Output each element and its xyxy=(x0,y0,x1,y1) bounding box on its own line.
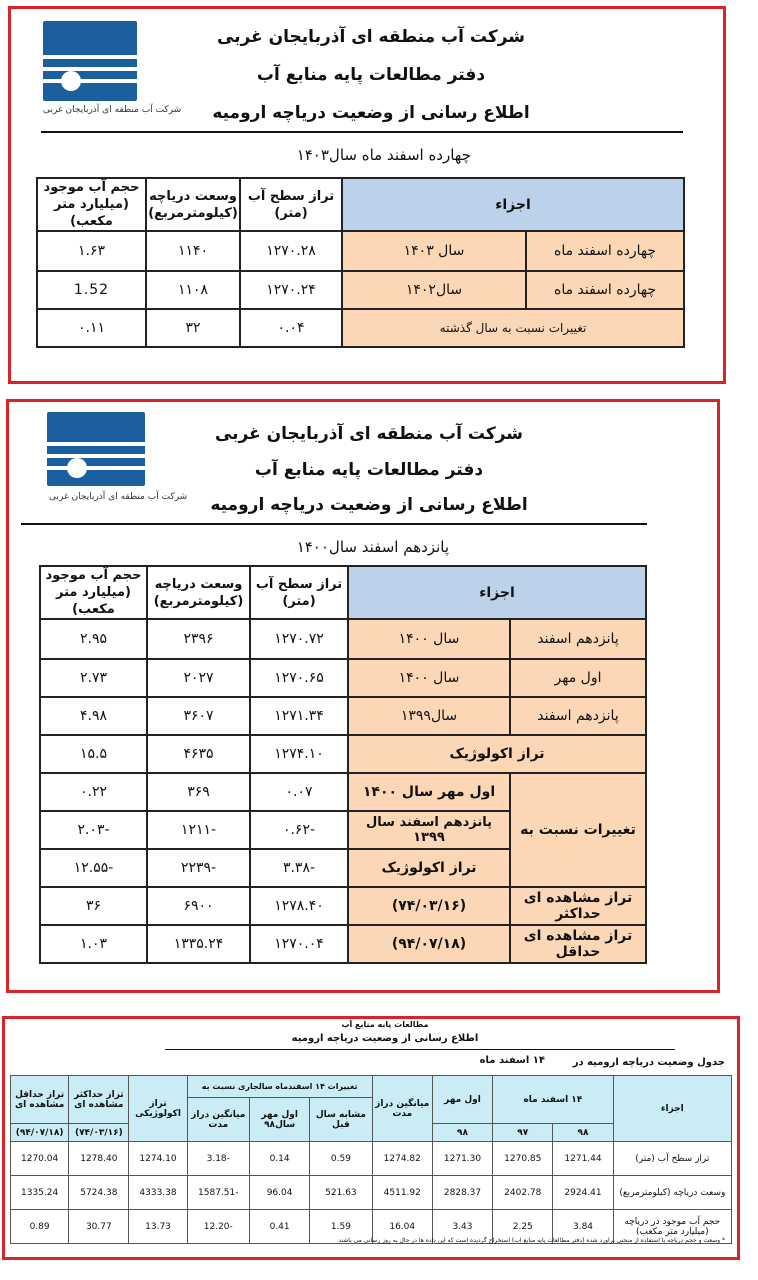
volume-value: 1.52 xyxy=(37,271,146,309)
level-value: ۱۲۷۰.۰۴ xyxy=(250,925,348,963)
cut-header: مطالعات پایه منابع آب xyxy=(341,1020,429,1029)
volume-value: ۱.۶۳ xyxy=(37,231,146,271)
header-max-date: (۷۴/۰۳/۱۶) xyxy=(69,1124,129,1142)
row-label: حجم آب موجود در دریاچه (میلیارد متر مکعب) xyxy=(613,1210,731,1244)
volume-value: -۲.۰۳ xyxy=(40,811,147,849)
level-value: ۱۲۷۱.۳۴ xyxy=(250,697,348,735)
header-area: وسعت دریاچه (کیلومترمربع) xyxy=(146,178,240,231)
header-level: تراز سطح آب (متر) xyxy=(250,566,348,619)
level-value: ۰.۰۷ xyxy=(250,773,348,811)
report-date: پانزدهم اسفند سال۱۴۰۰ xyxy=(296,538,449,556)
header-changes: تغییرات ۱۴ اسفندماه سالجاری نسبت به xyxy=(187,1076,372,1098)
volume-value: ۰.۲۲ xyxy=(40,773,147,811)
notice-title: اطلاع رسانی از وضعیت دریاچه ارومیه xyxy=(212,103,530,123)
change-row-label: تراز اکولوژیک xyxy=(348,849,510,887)
area-value: ۲۰۲۷ xyxy=(147,659,250,697)
report-panel-1400 xyxy=(6,399,720,993)
cell: 1.59 xyxy=(310,1210,372,1244)
header-level: تراز سطح آب (متر) xyxy=(240,178,342,231)
area-value: ۴۶۳۵ xyxy=(147,735,250,773)
level-value: ۱۲۷۸.۴۰ xyxy=(250,887,348,925)
table-row xyxy=(40,735,646,773)
volume-value: ۲.۹۵ xyxy=(40,619,147,659)
table-row xyxy=(40,887,646,925)
table-row xyxy=(40,925,646,963)
area-value: ۳۲ xyxy=(146,309,240,347)
header-parts: اجزاء xyxy=(348,566,646,619)
area-value: ۱۱۴۰ xyxy=(146,231,240,271)
level-value: ۱۲۷۰.۶۵ xyxy=(250,659,348,697)
cell: 2402.78 xyxy=(493,1176,553,1210)
volume-value: ۲.۷۳ xyxy=(40,659,147,697)
company-title: شرکت آب منطقه ای آذربایجان غربی xyxy=(216,27,526,47)
lake-status-table-98 xyxy=(10,1075,732,1244)
table-row xyxy=(40,697,646,735)
changes-label: تغییرات نسبت به xyxy=(510,773,646,887)
cell: 0.59 xyxy=(310,1142,372,1176)
lake-status-table-1400 xyxy=(39,565,647,964)
cell: 1271.30 xyxy=(432,1142,492,1176)
row-label: اول مهر xyxy=(510,659,646,697)
header-min-date: (۹۴/۰۷/۱۸) xyxy=(11,1124,69,1142)
cell: 5724.38 xyxy=(69,1176,129,1210)
cell: 3.84 xyxy=(553,1210,613,1244)
level-value: ۱۲۷۰.۲۴ xyxy=(240,271,342,309)
header-parts: اجزاء xyxy=(613,1076,731,1142)
header-esfand14: ۱۴ اسفند ماه xyxy=(493,1076,614,1124)
max-date: (۷۴/۰۳/۱۶) xyxy=(348,887,510,925)
row-label: چهارده اسفند ماه xyxy=(526,231,684,271)
cell: 1274.82 xyxy=(372,1142,432,1176)
table-row xyxy=(37,309,684,347)
max-label: تراز مشاهده ای حداکثر xyxy=(510,887,646,925)
cell: 96.04 xyxy=(249,1176,309,1210)
logo-caption: شرکت آب منطقه ای آذربایجان غربی xyxy=(49,492,188,502)
header-min: تراز حداقل مشاهده ای xyxy=(11,1076,69,1124)
volume-value: ۴.۹۸ xyxy=(40,697,147,735)
area-value: -۱۲۱۱ xyxy=(147,811,250,849)
eco-label: تراز اکولوژیک xyxy=(348,735,646,773)
header-divider xyxy=(41,131,683,133)
area-value: ۱۱۰۸ xyxy=(146,271,240,309)
change-row-label: اول مهر سال ۱۴۰۰ xyxy=(348,773,510,811)
level-value: ۱۲۷۰.۷۲ xyxy=(250,619,348,659)
cell: -1587.51 xyxy=(187,1176,249,1210)
volume-value: ۳۶ xyxy=(40,887,147,925)
area-value: ۱۳۳۵.۲۴ xyxy=(147,925,250,963)
header-y98: ۹۸ xyxy=(553,1124,613,1142)
row-label: پانزدهم اسفند xyxy=(510,697,646,735)
area-value: ۳۶۰۷ xyxy=(147,697,250,735)
area-value: ۶۹۰۰ xyxy=(147,887,250,925)
report-date: ۱۴ اسفند ماه xyxy=(479,1055,545,1066)
volume-value: ۰.۱۱ xyxy=(37,309,146,347)
cell: 2.25 xyxy=(493,1210,553,1244)
row-label: چهارده اسفند ماه xyxy=(526,271,684,309)
table-row xyxy=(37,271,684,309)
level-value: ۰.۰۴ xyxy=(240,309,342,347)
row-year: سال۱۳۹۹ xyxy=(348,697,510,735)
company-title: شرکت آب منطقه ای آذربایجان غربی xyxy=(214,424,524,444)
header-y97: ۹۷ xyxy=(493,1124,553,1142)
level-value: -۳.۳۸ xyxy=(250,849,348,887)
header-volume: حجم آب موجود (میلیارد متر مکعب) xyxy=(37,178,146,231)
cell: 1274.10 xyxy=(129,1142,187,1176)
cell: 1270.04 xyxy=(11,1142,69,1176)
level-value: ۱۲۷۴.۱۰ xyxy=(250,735,348,773)
cell: -12.20 xyxy=(187,1210,249,1244)
notice-title: اطلاع رسانی از وضعیت دریاچه ارومیه xyxy=(210,495,528,515)
header-mehr98: اول مهر سال۹۸ xyxy=(249,1098,309,1142)
logo-caption: شرکت آب منطقه ای آذربایجان غربی xyxy=(43,105,182,115)
row-label: وسعت دریاچه (کیلومترمربع) xyxy=(613,1176,731,1210)
cell: 521.63 xyxy=(310,1176,372,1210)
header-mehr: اول مهر xyxy=(432,1076,492,1124)
cell: 3.43 xyxy=(432,1210,492,1244)
min-date: (۹۴/۰۷/۱۸) xyxy=(348,925,510,963)
table-row xyxy=(40,659,646,697)
header-area: وسعت دریاچه (کیلومترمربع) xyxy=(147,566,250,619)
level-value: ۱۲۷۰.۲۸ xyxy=(240,231,342,271)
header-max: تراز حداکثر مشاهده ای xyxy=(69,1076,129,1124)
report-date: چهارده اسفند ماه سال۱۴۰۳ xyxy=(296,146,471,164)
area-value: ۲۳۹۶ xyxy=(147,619,250,659)
table-row xyxy=(11,1142,732,1176)
volume-value: ۱۵.۵ xyxy=(40,735,147,773)
water-logo-icon xyxy=(47,412,145,486)
cell: 0.41 xyxy=(249,1210,309,1244)
header-divider xyxy=(165,1049,675,1050)
cell: 1335.24 xyxy=(11,1176,69,1210)
cell: 1271.44 xyxy=(553,1142,613,1176)
cell: 30.77 xyxy=(69,1210,129,1244)
volume-value: -۱۲.۵۵ xyxy=(40,849,147,887)
logo xyxy=(43,21,137,101)
cell: 1270.85 xyxy=(493,1142,553,1176)
office-title: دفتر مطالعات پایه منابع آب xyxy=(256,65,486,85)
row-label: تراز سطح آب (متر) xyxy=(613,1142,731,1176)
cell: 16.04 xyxy=(372,1210,432,1244)
water-logo-icon xyxy=(43,21,137,101)
office-title: دفتر مطالعات پایه منابع آب xyxy=(254,460,484,480)
row-year: سال ۱۴۰۳ xyxy=(342,231,526,271)
cell: 0.89 xyxy=(11,1210,69,1244)
header-divider xyxy=(21,523,647,525)
table-row xyxy=(37,231,684,271)
header-volume: حجم آب موجود (میلیارد متر مکعب) xyxy=(40,566,147,619)
lake-status-table-1403 xyxy=(36,177,685,348)
notice-title: اطلاع رسانی از وضعیت دریاچه ارومیه xyxy=(291,1033,479,1044)
cell: 1278.40 xyxy=(69,1142,129,1176)
report-panel-1403 xyxy=(8,6,726,384)
logo xyxy=(47,412,145,486)
table-row xyxy=(40,773,646,811)
table-row xyxy=(11,1176,732,1210)
level-value: -۰.۶۲ xyxy=(250,811,348,849)
table-title: جدول وضعیت دریاچه ارومیه در xyxy=(572,1057,725,1068)
header-mehr-98: ۹۸ xyxy=(432,1124,492,1142)
header-similar: مشابه سال قبل xyxy=(310,1098,372,1142)
cell: -3.18 xyxy=(187,1142,249,1176)
report-panel-98 xyxy=(2,1016,740,1260)
change-row-label: پانزدهم اسفند سال ۱۳۹۹ xyxy=(348,811,510,849)
change-label: تغییرات نسبت به سال گذشته xyxy=(342,309,684,347)
row-label: پانزدهم اسفند xyxy=(510,619,646,659)
header-parts: اجزاء xyxy=(342,178,684,231)
row-year: سال۱۴۰۲ xyxy=(342,271,526,309)
row-year: سال ۱۴۰۰ xyxy=(348,659,510,697)
area-value: ۳۶۹ xyxy=(147,773,250,811)
footnote: * وسعت و حجم دریاچه با استفاده از منحنی برآورد شده (دفتر مطالعات پایه منابع آب) استخراج گردیده است که این داده ها در حال به روز رسانی می باشند xyxy=(338,1237,725,1244)
header-eco: تراز اکولوژیکی xyxy=(129,1076,187,1142)
cell: 2924.41 xyxy=(553,1176,613,1210)
cell: 0.14 xyxy=(249,1142,309,1176)
area-value: -۲۲۳۹ xyxy=(147,849,250,887)
cell: 13.73 xyxy=(129,1210,187,1244)
cell: 4511.92 xyxy=(372,1176,432,1210)
volume-value: ۱.۰۳ xyxy=(40,925,147,963)
header-avg-long: میانگین دراز مدت xyxy=(372,1076,432,1142)
row-year: سال ۱۴۰۰ xyxy=(348,619,510,659)
cell: 4333.38 xyxy=(129,1176,187,1210)
header-avg: میانگین دراز مدت xyxy=(187,1098,249,1142)
table-row xyxy=(40,619,646,659)
min-label: تراز مشاهده ای حداقل xyxy=(510,925,646,963)
cell: 2828.37 xyxy=(432,1176,492,1210)
